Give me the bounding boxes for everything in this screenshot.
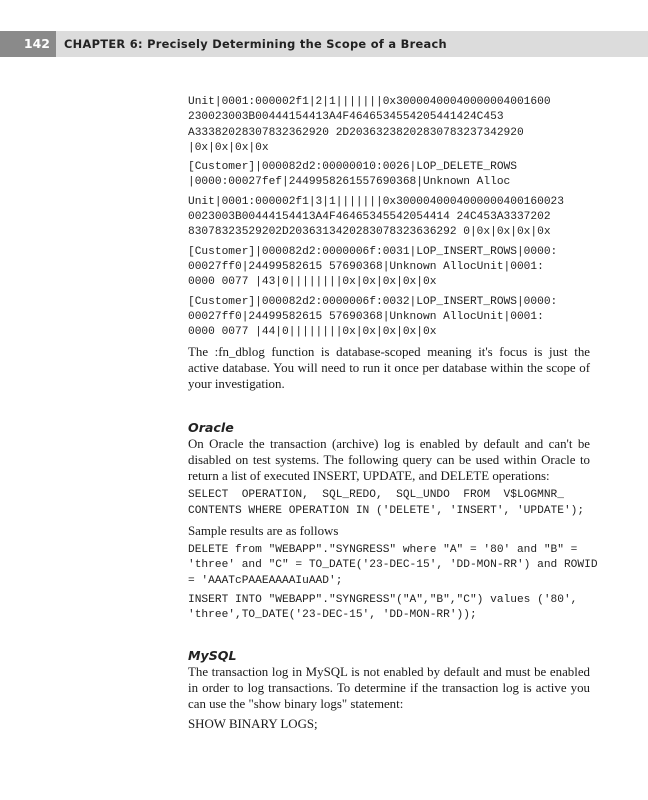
- code-result-3: Unit|0001:000002f1|3|1|||||||0x30000400040000004001600​23 0023003B00444154413A4F46465345542054414 24C453A3337202 83078323529202D2036313420283078323636292 0|0x|0x|0x|0x: [188, 195, 564, 239]
- oracle-query: SELECT OPERATION, SQL_REDO, SQL_UNDO FROM V$LOGMNR_ CONTENTS WHERE OPERATION IN ('DELETE', 'INSERT', 'UPDATE');: [188, 489, 585, 517]
- mysql-intro: The transaction log in MySQL is not enabled by default and must be enabled in order to log transactions. To determine if the transaction log is active you can use the "show binary logs" statement:: [188, 664, 590, 711]
- chapter-title: CHAPTER 6: Precisely Determining the Scope of a Breach: [64, 37, 447, 51]
- mysql-statement: SHOW BINARY LOGS;: [188, 716, 318, 731]
- oracle-result-delete: DELETE from "WEBAPP"."SYNGRESS" where "A" = '80' and "B" = 'three' and "C" = TO_DATE('23-DEC-15', 'DD-MON-RR') and ROWID = 'AAATcPAAEAAAAIuAAD';: [188, 544, 598, 587]
- code-result-2: [Customer]|000082d2:00000010:0026|LOP_DELETE_ROWS |0000:00027fef|2449958261557690368|Unknown Alloc: [188, 161, 517, 189]
- running-header: [0, 31, 648, 57]
- code-result-5: [Customer]|000082d2:0000006f:0032|LOP_INSERT_ROWS|0000: 00027ff0|24499582615 57690368|Unknown AllocUnit|0001: 0000 0077 |44|0||||||||0x|0x|0x|0x|0x: [188, 295, 558, 339]
- sample-results-label: Sample results are as follows: [188, 524, 339, 539]
- page-number: 142: [0, 31, 56, 57]
- code-result-4: [Customer]|000082d2:0000006f:0031|LOP_INSERT_ROWS|0000: 00027ff0|24499582615 57690368|Unknown AllocUnit|0001: 0000 0077 |43|0||||||||0x|0x|0x|0x|0x: [188, 245, 558, 289]
- oracle-heading: Oracle: [188, 420, 234, 436]
- oracle-intro: On Oracle the transaction (archive) log is enabled by default and can't be disabled on test systems. The following query can be used within Oracle to return a list of executed INSERT, UPDATE, and DELETE operations:: [188, 437, 590, 484]
- code-result-1: Unit|0001:000002f1|2|1|||||||0x30000400040000004001600 230023003B00444154413A4F4646534554205441424C453 A33382028307832362920 2D20363238202830783237342920 |0x|0x|0x|0x: [188, 96, 551, 154]
- mysql-heading: MySQL: [188, 647, 237, 663]
- oracle-result-insert: INSERT INTO "WEBAPP"."SYNGRESS"("A","B","C") values ('80', 'three',TO_DATE('23-DEC-15', 'DD-MON-RR'));: [188, 593, 578, 622]
- page-body: [188, 95, 598, 736]
- fn-dblog-note: The :fn_dblog function is database-scoped meaning it's focus is just the active database. You will need to run it once per database within the scope of your investigation.: [188, 345, 590, 392]
